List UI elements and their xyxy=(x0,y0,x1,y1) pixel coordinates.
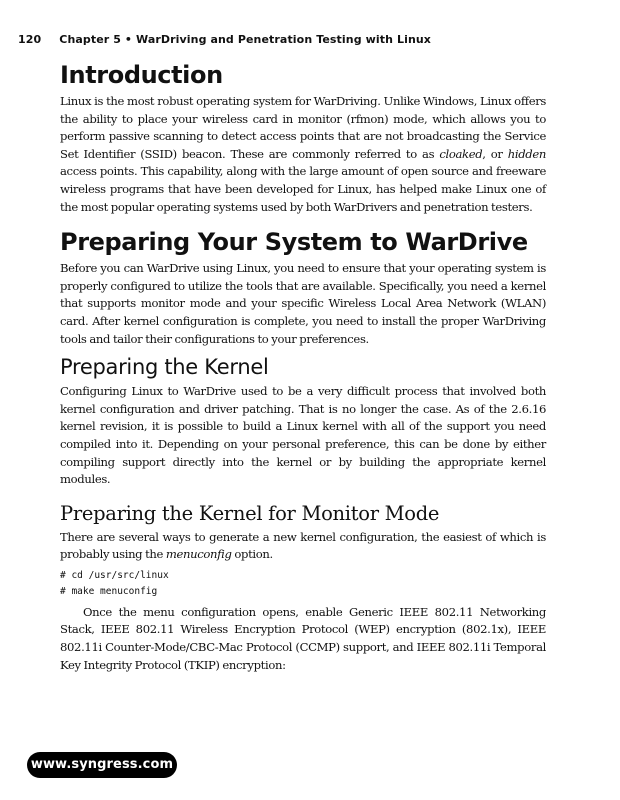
code-line: # cd /usr/src/linux xyxy=(60,569,169,581)
page-content xyxy=(60,58,546,674)
paragraph-preparing-system: Before you can WarDrive using Linux, you need to ensure that your operating system is properly configured to utilize the tools that are available. Specifically, you need a kernel that supports monitor mode and your specific Wireless Local Area Network (WLAN) card. After kernel configuration is complete, you need to install the proper WarDriving tools and tailor their configurations to your preferences. xyxy=(60,261,546,346)
paragraph-menu-config: Once the menu configuration opens, enable Generic IEEE 802.11 Networking Stack, IEEE 802.11 Wireless Encryption Protocol (WEP) encryption (802.1x), IEEE 802.11i Counter-Mode/CBC-Mac Protocol (CCMP) support, and IEEE 802.11i Temporal Key Integrity Protocol (TKIP) encryption: xyxy=(60,604,546,672)
heading-introduction: Introduction xyxy=(60,61,223,89)
heading-preparing-system: Preparing Your System to WarDrive xyxy=(60,228,528,257)
intro-em-hidden: hidden xyxy=(507,146,546,161)
intro-text-a: Linux is the most robust operating system for WarDriving. Unlike Windows, Linux offers the ability to place your wireless card in monitor (rfmon) mode, which allows you to perform passive scanning to detect access points that are not broadcasting the Service Set Identifier (SSID) beacon. These are commonly referred to as xyxy=(60,94,546,161)
intro-text-c: access points. This capability, along with the large amount of open source and freeware wireless programs that have been developed for Linux, has helped make Linux one of the most popular operating systems used by both WarDrivers and penetration testers. xyxy=(60,164,546,214)
intro-text-b: , or xyxy=(482,146,508,161)
chapter-title: Chapter 5 • WarDriving and Penetration Testing with Linux xyxy=(59,33,431,46)
running-head xyxy=(18,33,431,46)
monitor-em-menuconfig: menuconfig xyxy=(165,547,232,562)
heading-preparing-kernel: Preparing the Kernel xyxy=(60,355,269,380)
paragraph-monitor-mode xyxy=(60,529,546,564)
code-line: # make menuconfig xyxy=(60,585,158,597)
page-number: 120 xyxy=(18,33,42,46)
heading-monitor-mode: Preparing the Kernel for Monitor Mode xyxy=(60,501,440,525)
code-block xyxy=(60,568,546,600)
monitor-text-a: There are several ways to generate a new kernel configuration, the easiest of which is probably using the xyxy=(60,529,546,562)
paragraph-introduction xyxy=(60,93,546,216)
intro-em-cloaked: cloaked xyxy=(439,146,483,161)
paragraph-preparing-kernel: Configuring Linux to WarDrive used to be a very difficult process that involved both kernel configuration and driver patching. That is no longer the case. As of the 2.6.16 kernel revision, it is possible to build a Linux kernel with all of the support you need compiled into it. Depending on your personal preference, this can be done by either compiling support directly into the kernel or by building the appropriate kernel modules. xyxy=(60,384,546,487)
footer-website-link[interactable]: www.syngress.com xyxy=(27,752,177,778)
monitor-text-b: option. xyxy=(231,547,273,562)
